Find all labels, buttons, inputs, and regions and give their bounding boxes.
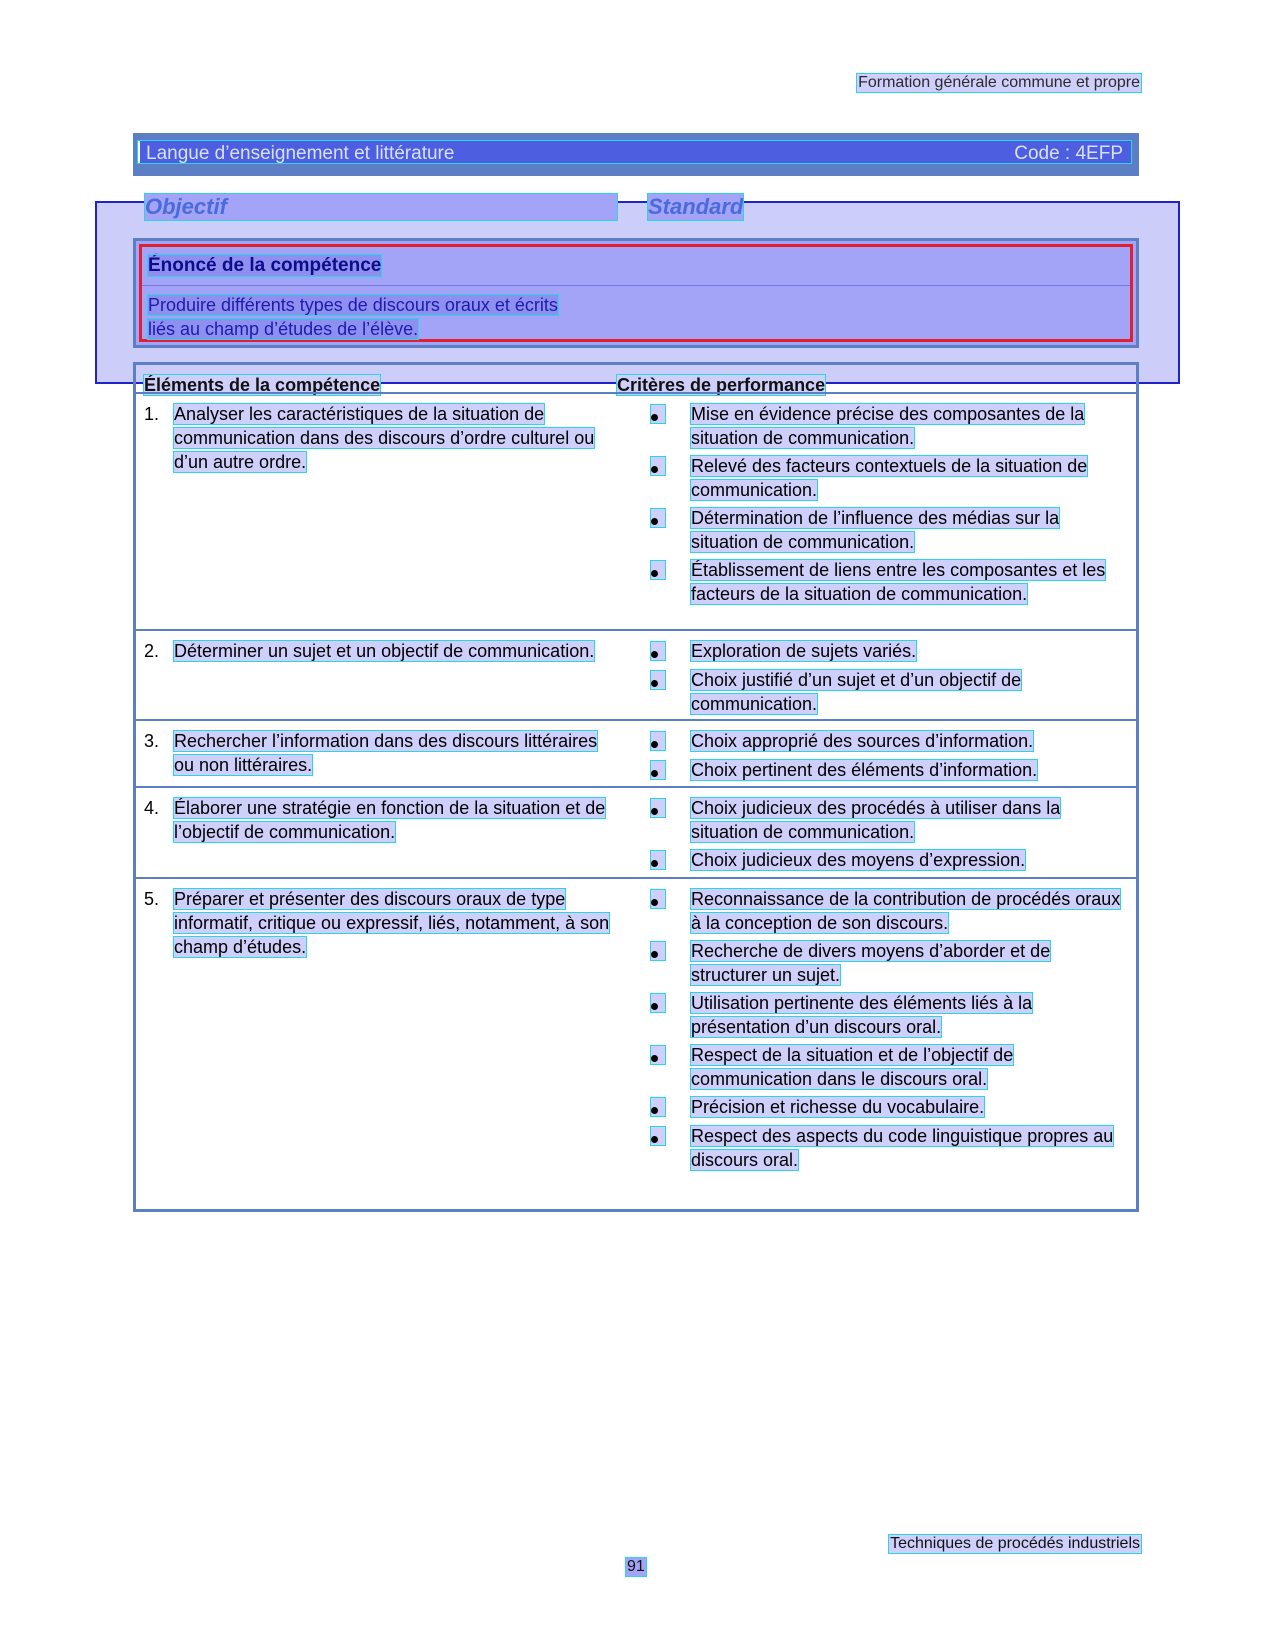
course-code: Code : 4EFP — [1014, 143, 1123, 164]
col-header-elements: Éléments de la compétence — [144, 375, 381, 395]
criterion-item: Respect des aspects du code linguistique propres au discours oral. — [651, 1124, 1121, 1172]
enonce-divider — [142, 285, 1130, 286]
bullet-icon — [651, 951, 658, 958]
element-item: 2. Déterminer un sujet et un objectif de communication. — [144, 641, 595, 661]
subject-title: Langue d’enseignement et littérature — [146, 143, 455, 164]
criterion-item: Choix approprié des sources d’information. — [651, 729, 1121, 753]
table-row — [136, 392, 1136, 631]
bullet-icon — [651, 570, 658, 577]
running-head: Formation générale commune et propre — [858, 74, 1140, 91]
enonce-text: Produire différents types de discours oraux et écrits liés au champ d’études de l’élève. — [148, 295, 558, 339]
bullet-icon — [651, 651, 658, 658]
element-item: 4. Élaborer une stratégie en fonction de la situation et de l’objectif de communication. — [144, 798, 606, 842]
criterion-item: Utilisation pertinente des éléments liés à la présentation d’un discours oral. — [651, 991, 1121, 1039]
criterion-item: Établissement de liens entre les composantes et les facteurs de la situation de communication. — [651, 558, 1121, 606]
criterion-item: Choix judicieux des procédés à utiliser dans la situation de communication. — [651, 796, 1121, 844]
enonce-inner — [139, 244, 1133, 342]
bullet-icon — [651, 466, 658, 473]
bullet-icon — [651, 770, 658, 777]
title-bar — [133, 133, 1139, 176]
criterion-item: Recherche de divers moyens d’aborder et de structurer un sujet. — [651, 939, 1121, 987]
enonce-title: Énoncé de la compétence — [148, 255, 382, 276]
bullet-icon — [651, 414, 658, 421]
criterion-item: Précision et richesse du vocabulaire. — [651, 1095, 1121, 1119]
page-number: 91 — [627, 1558, 645, 1575]
bullet-icon — [651, 808, 658, 815]
bullet-icon — [651, 1136, 658, 1143]
competence-table — [133, 362, 1139, 1212]
criterion-item: Mise en évidence précise des composantes de la situation de communication. — [651, 402, 1121, 450]
table-row — [136, 719, 1136, 788]
table-row — [136, 786, 1136, 879]
criterion-item: Détermination de l’influence des médias sur la situation de communication. — [651, 506, 1121, 554]
criterion-item: Choix justifié d’un sujet et d’un objectif de communication. — [651, 668, 1121, 716]
standard-label: Standard — [648, 194, 744, 219]
criterion-item: Respect de la situation et de l’objectif de communication dans le discours oral. — [651, 1043, 1121, 1091]
footer-program: Techniques de procédés industriels — [890, 1535, 1140, 1552]
table-row — [136, 629, 1136, 721]
enonce-box — [133, 238, 1139, 348]
bullet-icon — [651, 860, 658, 867]
bullet-icon — [651, 741, 658, 748]
element-item: 5. Préparer et présenter des discours oraux de type informatif, critique ou expressif, liés, notamment, à son champ d’études. — [144, 889, 610, 957]
bullet-icon — [651, 518, 658, 525]
title-bar-inner — [138, 141, 1131, 163]
criterion-item: Exploration de sujets variés. — [651, 639, 1121, 663]
bullet-icon — [651, 1107, 658, 1114]
bullet-icon — [651, 899, 658, 906]
bullet-icon — [651, 1055, 658, 1062]
objectif-label: Objectif — [145, 194, 617, 220]
criterion-item: Choix judicieux des moyens d’expression. — [651, 848, 1121, 872]
col-header-criteres: Critères de performance — [617, 375, 826, 395]
element-item: 3. Rechercher l’information dans des discours littéraires ou non littéraires. — [144, 731, 598, 775]
bullet-icon — [651, 680, 658, 687]
table-row — [136, 877, 1136, 1179]
criterion-item: Choix pertinent des éléments d’information. — [651, 758, 1121, 782]
criterion-item: Reconnaissance de la contribution de procédés oraux à la conception de son discours. — [651, 887, 1121, 935]
bullet-icon — [651, 1003, 658, 1010]
criterion-item: Relevé des facteurs contextuels de la situation de communication. — [651, 454, 1121, 502]
element-item: 1. Analyser les caractéristiques de la situation de communication dans des discours d’ordre culturel ou d’un autre ordre. — [144, 404, 595, 472]
